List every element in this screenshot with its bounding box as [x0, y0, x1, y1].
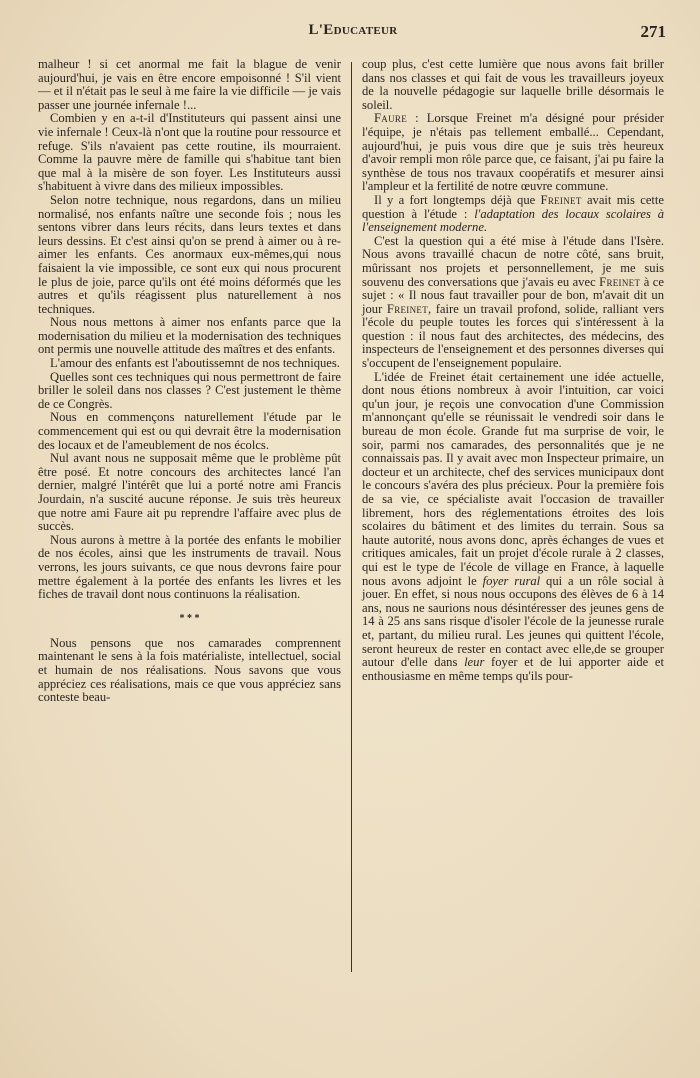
page-number: 271 — [640, 22, 666, 41]
speaker-name: Faure — [374, 111, 408, 126]
person-name: Freinet — [599, 274, 641, 289]
paragraph — [362, 235, 664, 371]
paragraph: malheur ! si cet anormal me fait la blague de venir aujourd'hui, je vais en être encore empoisonné ! S'il vient — et il n'était pas le seul à me faire la vie difficile — je vais passer une journée infernale !... — [38, 57, 341, 112]
column-divider — [351, 62, 352, 972]
italic-phrase: foyer rural — [482, 573, 541, 588]
paragraph: coup plus, c'est cette lumière que nous avons fait briller dans nos classes et qui fait de vous les travailleurs joyeux de la nouvelle pédagogie sur laquelle brille désormais le soleil. — [362, 57, 664, 112]
journal-title-text: L'Educateur — [308, 22, 398, 38]
paragraph-text: à ce sujet : « Il nous faut travailler pour de bon, m'avait dit un jour — [362, 274, 664, 316]
paragraph-text: C'est la question qui a été mise à l'étude dans l'Isère. Nous avons travaillé chacun de notre côté, sans bruit, mûrissant nos projets et personnellement, je me suis souvenu des conversations que j'avais eu avec — [362, 233, 664, 289]
italic-phrase: leur — [464, 655, 485, 670]
section-separator: * * * — [179, 612, 200, 624]
person-name: Freinet — [386, 301, 428, 316]
paragraph-text: qui a un rôle social à jouer. En effet, si nous nous occupons des élèves de 6 à 14 ans, nous ne saurions nous désintéresser des jeunes gens de 14 à 25 ans sans risque d'isoler l'école de la jeunesse rurale et, partant, du milieu rural. Les jeunes qui quittent l'école, seront heureux de rester en contact avec elle,de se grouper autour d'elle dans — [362, 573, 664, 670]
italic-phrase: l'adaptation des locaux scolaires à l'enseignement moderne. — [362, 206, 664, 235]
paragraph: Selon notre technique, nous regardons, dans un milieu normalisé, nos enfants naître une seconde fois ; nous les sentons vibrer dans leurs récits, dans leurs textes et dans leurs dessins. Et c'est ainsi qu'on se prend à aimer ou à re-aimer les enfants. Ces anormaux eux-mêmes,qui nous faisaient la vie impossible, ce sont eux qui nous procurent le plus de joie, parce qu'ils ont été moins déformés que les autres et qu'ils réagissent plus naturellement à nos techniques. — [38, 192, 341, 316]
paragraph: Quelles sont ces techniques qui nous permettront de faire briller le soleil dans nos classes ? C'est justement le thème de ce Congrès. — [38, 369, 341, 411]
right-column — [362, 58, 664, 683]
paragraph-text: foyer et de lui apporter aide et enthousiasme en même temps qu'ils pour- — [362, 655, 665, 683]
person-name: Freinet — [540, 192, 582, 207]
paragraph-text: Il y a fort longtemps déjà que — [374, 192, 541, 207]
paragraph: Nul avant nous ne supposait même que le problème pût être posé. Et notre concours des architectes lancé l'an dernier, malgré l'intérêt que lui a porté notre ami Francis Jourdain, n'a suscité aucune réponse. Je suis très heureux que notre ami Faure ait pu reprendre l'affaire avec plus de succès. — [38, 451, 341, 534]
left-column — [38, 58, 341, 705]
journal-title — [40, 22, 666, 39]
paragraph: L'amour des enfants est l'aboutissemnt de nos techniques. — [50, 356, 340, 371]
paragraph: Nous en commençons naturellement l'étude par le commencement qui est ou qui devrait être la modernisation des locaux et de l'ameublement de nos écolcs. — [38, 410, 341, 452]
paragraph: Nous aurons à mettre à la portée des enfants le mobilier de nos écoles, ainsi que les instruments de travail. Nous verrons, les jours suivants, ce que nous devrons faire pour mettre également à la portée des enfants les livres et les fiches de travail dont nous continuons la réalisation. — [38, 532, 341, 602]
paragraph-text: : Lorsque Freinet m'a désigné pour présider l'équipe, je n'étais pas tellement emballé... Cependant, aujourd'hui, je puis vous dire que je suis très heureux d'avoir rempli mon rôle parce que, ce faisant, j'ai pu faire la synthèse de tous nos travaux coopératifs et mesurer ainsi l'ampleur et la fertilité de notre œuvre commune. — [362, 111, 664, 194]
paragraph: Combien y en a-t-il d'Instituteurs qui passent ainsi une vie infernale ! Ceux-là n'ont que la routine pour ressource et refuge. S'ils n'avaient pas cette routine, ils mourraient. Comme la pauvre mère de famille qui s'habitue tant bien que mal à la misère de son foyer. Les Instituteurs aussi s'habituent à vivre dans des milieux impossibles. — [38, 111, 342, 194]
running-header — [40, 22, 666, 50]
paragraph: Nous nous mettons à aimer nos enfants parce que la modernisation du milieu et la modernisation des techniques ont permis une nouvelle attitude des maîtres et des enfants. — [38, 315, 341, 357]
paragraph: Nous pensons que nos camarades comprennent maintenant le sens à la fois matérialiste, intellectuel, social et humain de nos réalisations. Nous savons que vous appréciez ces réalisations, mais ce que vous appréciez sans conteste beau- — [38, 635, 341, 705]
paragraph-text: , faire un travail profond, solide, ralliant vers l'école du peuple toutes les forces qui s'intéressent à la question : il nous faut des architectes, des médecins, des inspecteurs de l'enseignement et des personnes diverses qui s'occupent de l'enseignement populaire. — [362, 301, 665, 371]
paragraph — [362, 371, 664, 684]
paragraph — [362, 112, 664, 194]
paragraph — [362, 194, 664, 235]
paragraph-text: avait mis cette question à l'étude : — [362, 192, 664, 221]
paragraph-text: L'idée de Freinet était certainement une idée actuelle, dont nous étions nombreux à avoir l'intuition, car voici qu'un jour, je reçois une convocation d'une Commission m'annonçant qu'elle se réunissait le vendredi soir dans le bureau de mon école. Grande fut ma surprise de voir, le soir, parmi nos camarades, des personnalités que je ne connaissais pas. Il y avait avec mon Inspecteur primaire, un docteur et un architecte, chef des services municipaux dont le concours s'avéra des plus précieux. Pour la première fois de sa vie, ce spécialiste avait l'occasion de travailler librement, hors des réglementations étroites des lois scolaires du bâtiment et des limites du terrain. Sous sa haute autorité, nous avons donc, après échanges de vues et critiques amicales, fait un projet d'école rurale à 2 classes, qui est le type de l'école de village en France, à laquelle nous avons adjoint le — [362, 369, 664, 588]
